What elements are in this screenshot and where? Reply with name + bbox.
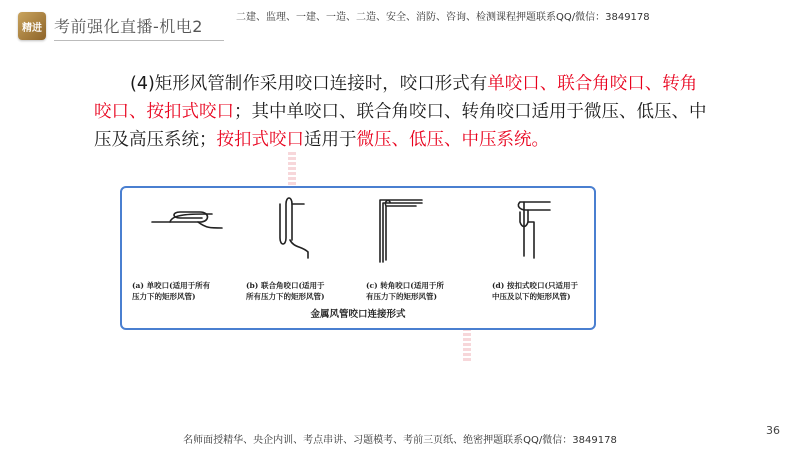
caption-line: (c) 转角咬口(适用于所: [366, 281, 444, 290]
highlighted-text: 微压、低压、中压系统。: [356, 130, 549, 150]
logo-badge: [18, 12, 46, 40]
paragraph-text: (4)矩形风管制作采用咬口连接时，咬口形式有: [130, 74, 488, 94]
watermark-stamp: [288, 152, 296, 188]
caption-line: 所有压力下的矩形风管): [246, 292, 325, 301]
top-notice: 二建、监理、一建、一造、二造、安全、消防、咨询、检测课程押题联系QQ/微信：3849178: [236, 12, 650, 23]
combined-corner-seam-drawing: [280, 198, 308, 258]
paragraph-text: 适用于: [304, 130, 357, 150]
caption-line: 压力下的矩形风管): [132, 292, 196, 301]
corner-seam-drawing: [380, 200, 422, 262]
caption-line: (b) 联合角咬口(适用于: [246, 281, 325, 290]
course-title: 考前强化直播-机电2: [54, 17, 203, 36]
snap-seam-drawing: [518, 202, 550, 258]
caption-line: 中压及以下的矩形风管): [492, 292, 571, 301]
caption-line: (d) 按扣式咬口(只适用于: [492, 281, 579, 290]
highlighted-text: 单咬口、联合角咬口、转角咬口、按扣式咬口: [94, 74, 698, 122]
caption-snap-seam: [492, 280, 578, 302]
header-divider: [54, 40, 224, 41]
caption-combined-corner-seam: [246, 280, 325, 302]
page-number: 36: [766, 424, 780, 437]
main-paragraph: [94, 70, 710, 154]
highlighted-text: 按扣式咬口: [216, 130, 304, 150]
paragraph-segments: [94, 74, 707, 150]
single-seam-drawing: [152, 212, 222, 228]
bottom-notice: 名师面授精华、央企内训、考点串讲、习题模考、考前三页纸、绝密押题联系QQ/微信：3849178: [183, 435, 617, 446]
caption-single-seam: [132, 280, 210, 302]
caption-corner-seam: [366, 280, 444, 302]
badge-text: 精进: [22, 22, 42, 34]
seam-diagram-panel: [120, 186, 596, 330]
diagram-title: 金属风管咬口连接形式: [310, 309, 406, 320]
caption-line: 有压力下的矩形风管): [366, 292, 438, 301]
paragraph-text: ；其中单咬口、联合角咬口、转角咬口适用于微压、低压、中压及高压系统；: [94, 102, 707, 150]
caption-line: (a) 单咬口(适用于所有: [132, 281, 211, 290]
